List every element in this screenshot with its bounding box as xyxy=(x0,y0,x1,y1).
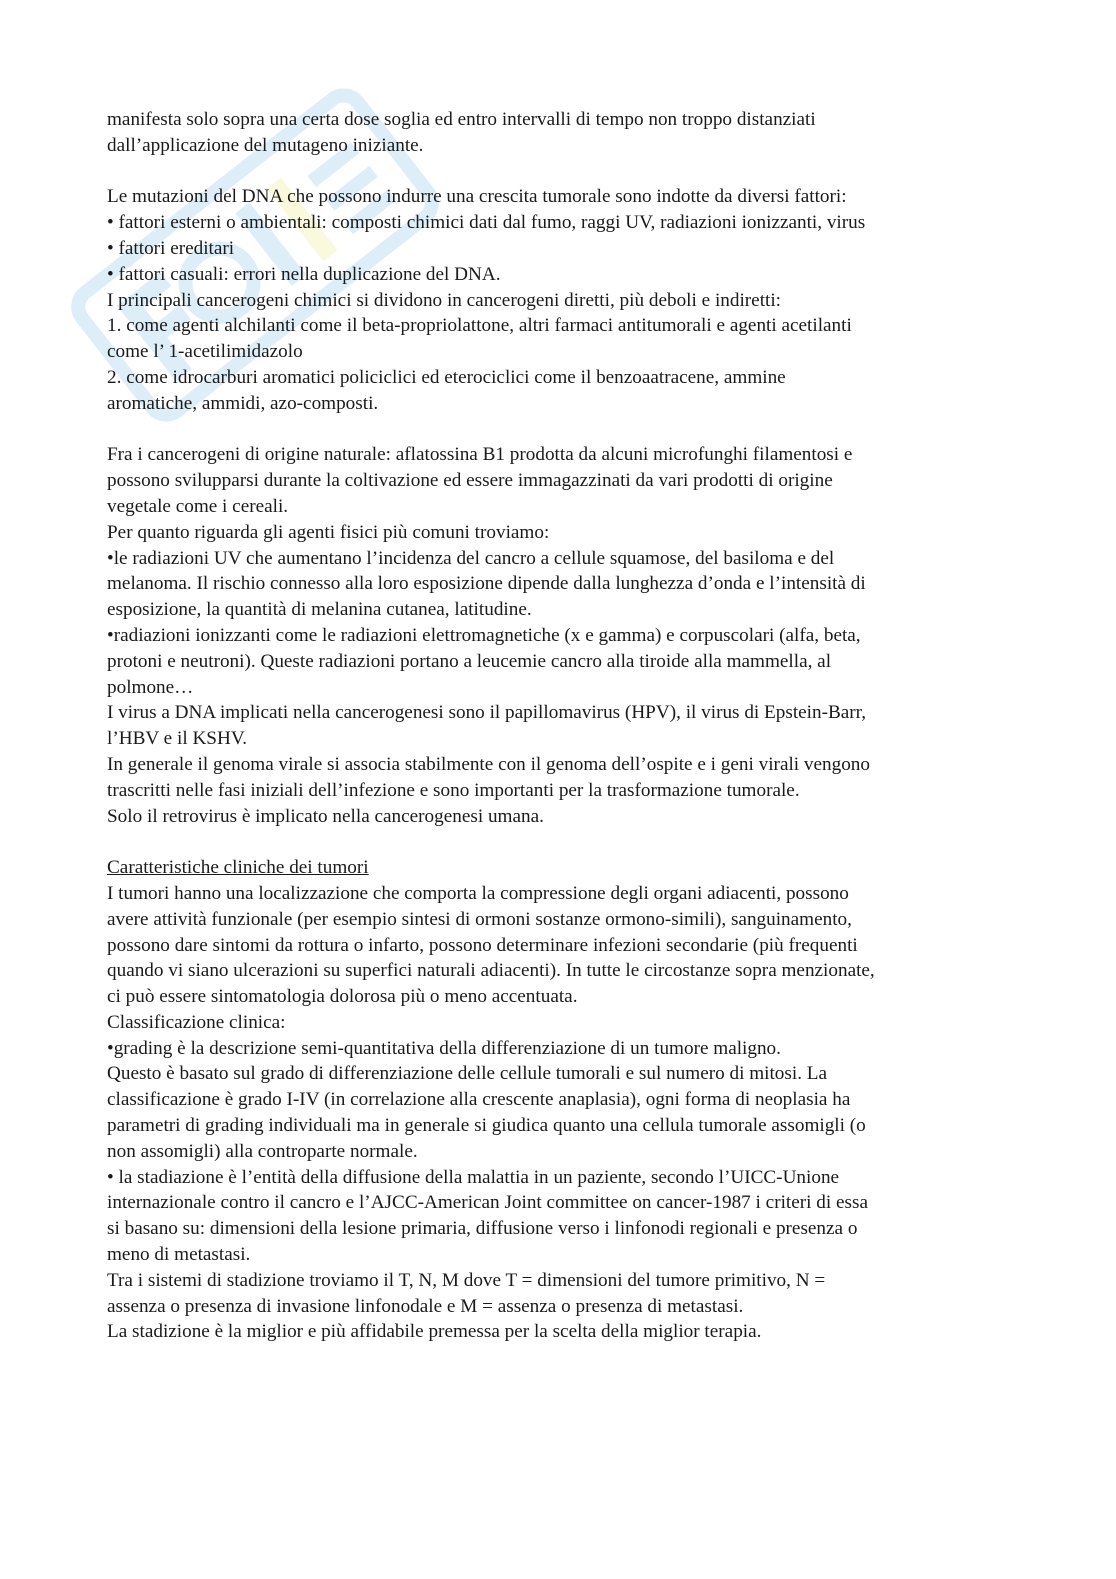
text-line: I tumori hanno una localizzazione che comporta la compressione degli organi adiacenti, possono xyxy=(107,882,849,904)
text-line: Fra i cancerogeni di origine naturale: aflatossina B1 prodotta da alcuni microfunghi filamentosi e xyxy=(107,444,853,466)
paragraph-gap xyxy=(107,159,1007,185)
bullet-line: • fattori esterni o ambientali: composti chimici dati dal fumo, raggi UV, radiazioni ionizzanti, virus xyxy=(107,212,866,234)
text-line: parametri di grading individuali ma in generale si giudica quanto una cellula tumorale assomigli (o xyxy=(107,1115,866,1137)
text-line: quando vi siano ulcerazioni su superfici naturali adiacenti). In tutte le circostanze sopra menzionate, xyxy=(107,960,875,982)
text-line: meno di metastasi. xyxy=(107,1244,251,1266)
text-line: dall’applicazione del mutageno iniziante. xyxy=(107,134,424,156)
text-line: non assomigli) alla controparte normale. xyxy=(107,1140,418,1162)
document-page xyxy=(107,107,1007,1345)
bullet-line: • la stadiazione è l’entità della diffusione della malattia in un paziente, secondo l’UICC-Unione xyxy=(107,1166,840,1188)
text-line: esposizione, la quantità di melanina cutanea, latitudine. xyxy=(107,599,532,621)
bullet-line: •grading è la descrizione semi-quantitativa della differenziazione di un tumore maligno. xyxy=(107,1037,781,1059)
numbered-line: 2. come idrocarburi aromatici policiclici ed eterociclici come il benzoaatracene, ammine xyxy=(107,366,786,388)
text-line: aromatiche, ammidi, azo-composti. xyxy=(107,392,379,414)
text-line: ci può essere sintomatologia dolorosa più o meno accentuata. xyxy=(107,986,578,1008)
text-line: I principali cancerogeni chimici si dividono in cancerogeni diretti, più deboli e indiretti: xyxy=(107,289,782,311)
bullet-line: • fattori ereditari xyxy=(107,237,235,259)
text-line: classificazione è grado I-IV (in correlazione alla crescente anaplasia), ogni forma di neoplasia ha xyxy=(107,1089,851,1111)
text-line: assenza o presenza di invasione linfonodale e M = assenza o presenza di metastasi. xyxy=(107,1295,744,1317)
text-line: vegetale come i cereali. xyxy=(107,495,289,517)
paragraph-gap xyxy=(107,417,1007,443)
text-line: possono dare sintomi da rottura o infarto, possono determinare infezioni secondarie (più frequenti xyxy=(107,934,858,956)
text-line: Classificazione clinica: xyxy=(107,1011,286,1033)
text-line: manifesta solo sopra una certa dose soglia ed entro intervalli di tempo non troppo distanziati xyxy=(107,109,816,130)
text-line: si basano su: dimensioni della lesione primaria, diffusione verso i linfonodi regionali e presenza o xyxy=(107,1218,858,1240)
text-line: protoni e neutroni). Queste radiazioni portano a leucemie cancro alla tiroide alla mammella, al xyxy=(107,650,832,672)
text-line: polmone… xyxy=(107,676,194,698)
text-line: l’HBV e il KSHV. xyxy=(107,728,248,750)
bullet-line: •le radiazioni UV che aumentano l’incidenza del cancro a cellule squamose, del basiloma e del xyxy=(107,547,835,569)
text-line: La stadizione è la miglior e più affidabile premessa per la scelta della miglior terapia. xyxy=(107,1321,762,1343)
text-line: trascritti nelle fasi iniziali dell’infezione e sono importanti per la trasformazione tumorale. xyxy=(107,779,800,801)
text-line: Questo è basato sul grado di differenziazione delle cellule tumorali e sul numero di mitosi. La xyxy=(107,1063,828,1085)
bullet-line: •radiazioni ionizzanti come le radiazioni elettromagnetiche (x e gamma) e corpuscolari (alfa, beta, xyxy=(107,624,861,646)
paragraph-gap xyxy=(107,829,1007,855)
text-line: avere attività funzionale (per esempio sintesi di ormoni sostanze ormono-simili), sanguinamento, xyxy=(107,908,852,930)
text-line: In generale il genoma virale si associa stabilmente con il genoma dell’ospite e i geni virali vengono xyxy=(107,753,870,775)
text-line: come l’ 1-acetilimidazolo xyxy=(107,341,303,363)
text-line: internazionale contro il cancro e l’AJCC-American Joint committee on cancer-1987 i criteri di essa xyxy=(107,1192,868,1214)
text-line: possono svilupparsi durante la coltivazione ed essere immagazzinati da vari prodotti di origine xyxy=(107,470,833,492)
text-line: Per quanto riguarda gli agenti fisici più comuni troviamo: xyxy=(107,521,550,543)
bullet-line: • fattori casuali: errori nella duplicazione del DNA. xyxy=(107,263,501,285)
text-line: Solo il retrovirus è implicato nella cancerogenesi umana. xyxy=(107,805,544,827)
section-heading: Caratteristiche cliniche dei tumori xyxy=(107,857,369,879)
text-line: Le mutazioni del DNA che possono indurre una crescita tumorale sono indotte da diversi fattori: xyxy=(107,186,847,208)
numbered-line: 1. come agenti alchilanti come il beta-propriolattone, altri farmaci antitumorali e agenti acetilanti xyxy=(107,315,852,337)
text-line: I virus a DNA implicati nella cancerogenesi sono il papillomavirus (HPV), il virus di Epstein-Barr, xyxy=(107,702,867,724)
text-line: melanoma. Il rischio connesso alla loro esposizione dipende dalla lunghezza d’onda e l’intensità di xyxy=(107,573,866,595)
text-line: Tra i sistemi di stadizione troviamo il T, N, M dove T = dimensioni del tumore primitivo, N = xyxy=(107,1269,826,1291)
